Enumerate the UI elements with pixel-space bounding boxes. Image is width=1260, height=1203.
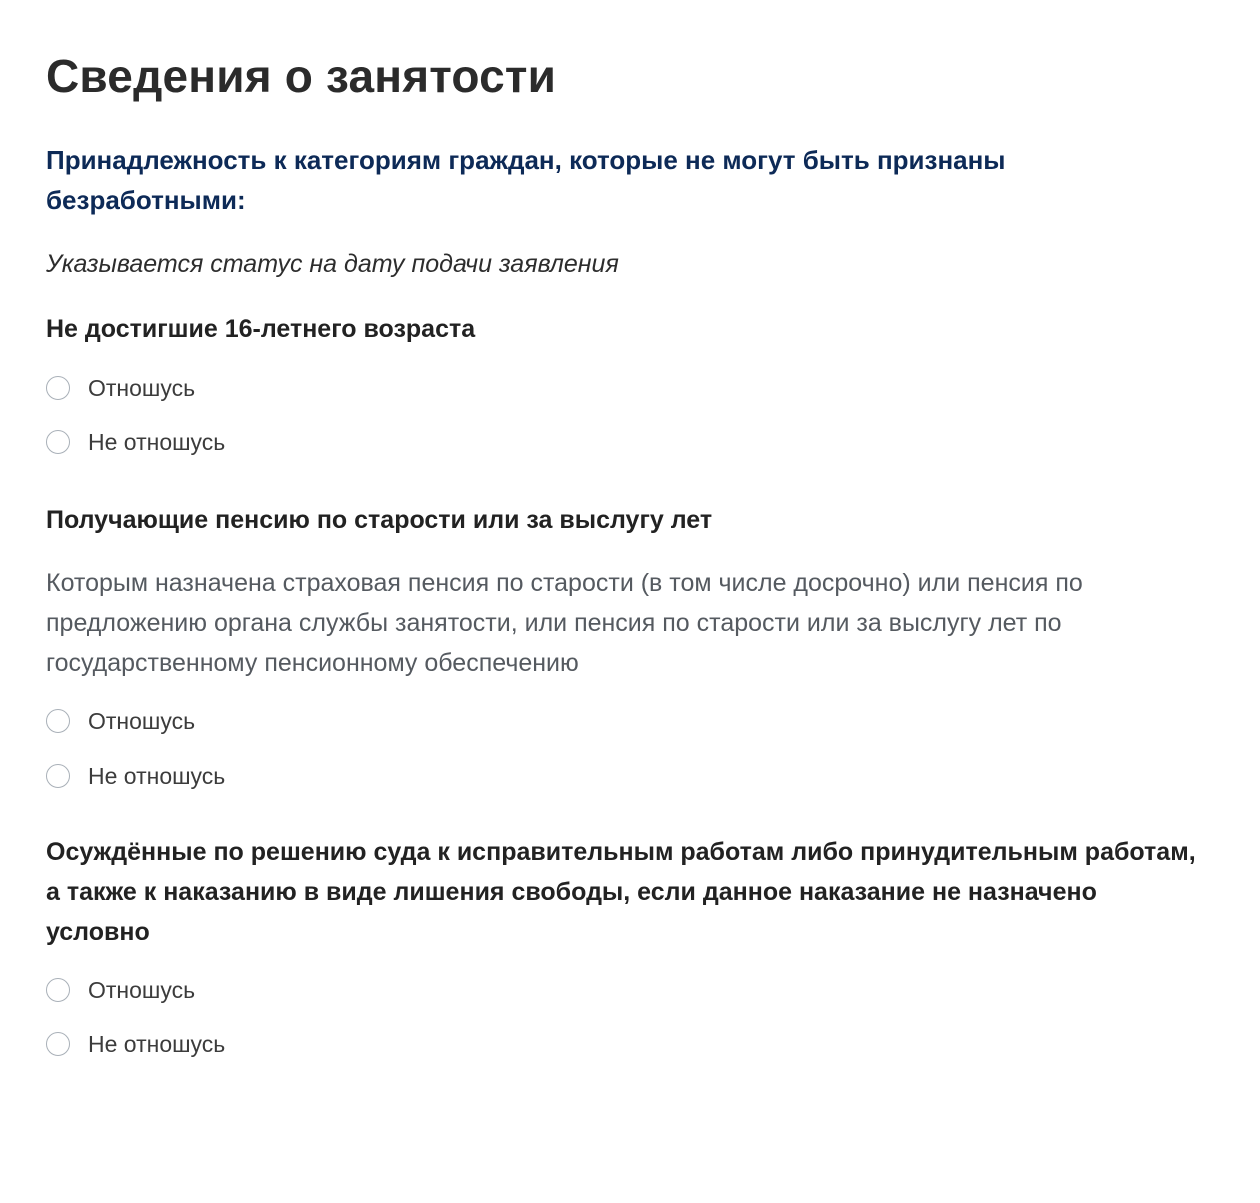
radio-option-label: Не отношусь bbox=[88, 1031, 226, 1057]
question-title: Получающие пенсию по старости или за выслугу лет bbox=[46, 506, 713, 534]
question-title: Не достигшие 16-летнего возраста bbox=[46, 315, 476, 343]
radio-button[interactable] bbox=[46, 1032, 70, 1056]
section-heading: Принадлежность к категориям граждан, которые не могут быть признаны безработными: bbox=[46, 145, 1006, 215]
radio-option-label: Отношусь bbox=[88, 977, 196, 1003]
radio-button[interactable] bbox=[46, 764, 70, 788]
radio-option-label: Отношусь bbox=[88, 708, 196, 734]
radio-option-label: Не отношусь bbox=[88, 763, 226, 789]
radio-button[interactable] bbox=[46, 709, 70, 733]
question-description: Которым назначена страховая пенсия по старости (в том числе досрочно) или пенсия по предложению органа службы занятости, или пенсия по старости или за выслугу лет по государственному пенсионному обеспечению bbox=[46, 569, 1083, 677]
radio-option-applies[interactable] bbox=[46, 373, 195, 403]
radio-option-not-applies[interactable] bbox=[46, 761, 225, 791]
radio-option-label: Отношусь bbox=[88, 375, 196, 401]
radio-button[interactable] bbox=[46, 978, 70, 1002]
radio-option-not-applies[interactable] bbox=[46, 427, 225, 457]
radio-option-applies[interactable] bbox=[46, 706, 195, 736]
radio-option-label: Не отношусь bbox=[88, 429, 226, 455]
radio-button[interactable] bbox=[46, 376, 70, 400]
page-title: Сведения о занятости bbox=[46, 50, 557, 102]
radio-option-applies[interactable] bbox=[46, 975, 195, 1005]
radio-button[interactable] bbox=[46, 430, 70, 454]
section-hint: Указывается статус на дату подачи заявления bbox=[46, 250, 619, 278]
question-title: Осуждённые по решению суда к исправительным работам либо принудительным работам, а также к наказанию в виде лишения свободы, если данное наказание не назначено условно bbox=[46, 838, 1196, 946]
radio-option-not-applies[interactable] bbox=[46, 1029, 225, 1059]
